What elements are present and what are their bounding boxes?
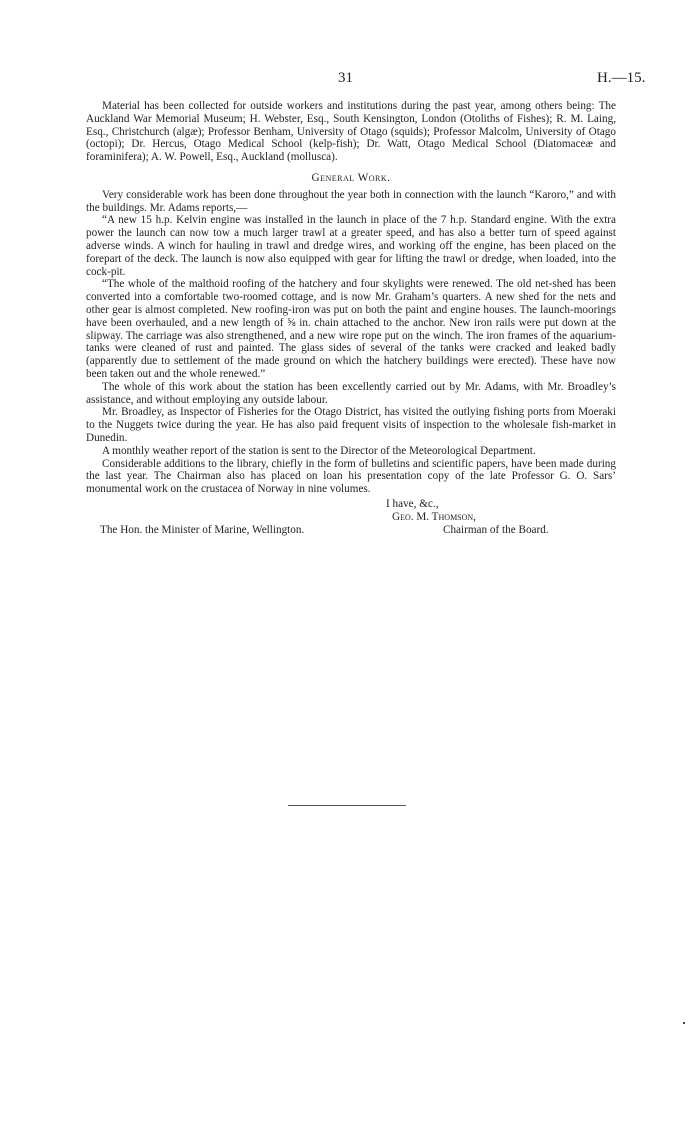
document-reference: H.—15. — [597, 70, 646, 86]
collections-paragraph: Material has been collected for outside workers and institutions during the past year, among others being: The Auckland War Memorial Museum; H. Webster, Esq., South Kensington, London (Otoliths of Fishes); R. M. Laing, Esq., Christchurch (algæ); Professor Benham, University of Otago (squids); Professor Malcolm, University of Otago (octopi); Dr. Hercus, Otago Medical School (kelp-fish); Dr. Watt, Otago Medical School (Diatomaceæ and foraminifera); A. W. Powell, Esq., Auckland (mollusca). — [86, 100, 616, 164]
weather-report-paragraph: A monthly weather report of the station is sent to the Director of the Meteorological Department. — [102, 444, 536, 457]
inspector-paragraph: Mr. Broadley, as Inspector of Fisheries for the Otago District, has visited the outlying fishing ports from Moeraki to the Nuggets twice during the year. He has also paid frequent visits of inspection to the wholesale fish-market in Dunedin. — [86, 406, 616, 444]
library-paragraph: Considerable additions to the library, chiefly in the form of bulletins and scientific papers, have been made during the last year. The Chairman also has placed on loan his presentation copy of the late Professor G. O. Sars’ monumental work on the crustacea of Norway in nine volumes. — [86, 457, 616, 496]
end-rule-divider — [288, 805, 406, 806]
signatory-title: Chairman of the Board. — [443, 523, 549, 536]
general-work-intro-paragraph: Very considerable work has been done throughout the year both in connection with the launch “Karoro,” and with the buildings. Mr. Adams reports,— — [86, 188, 616, 214]
signatory-name: Geo. M. Thomson, — [392, 510, 476, 523]
buildings-paragraph: “The whole of the malthoid roofing of the hatchery and four skylights were renewed. The old net-shed has been converted into a comfortable two-roomed cottage, and is now Mr. Graham’s quarters. A new shed for the nets and other gear is almost completed. New roofing-iron was put on both the paint and engine houses. The launch-moorings have been overhauled, and a new length of ⅝ in. chain attached to the anchor. New iron rails were put down at the slipway. The carriage was also strengthened, and a new wire rope put on the winch. The iron frames of the aquarium-tanks were cleaned of rust and painted. The glass sides of several of the tanks were cracked and leaked badly (apparently due to settlement of the made ground on which the hatchery buildings were erected). These have now been taken out and the whole renewed.” — [86, 278, 616, 380]
page-number: 31 — [338, 70, 353, 86]
report-body — [86, 100, 616, 542]
scan-speck — [683, 1022, 685, 1024]
closing-greeting: I have, &c., — [386, 497, 439, 510]
page-header — [0, 70, 700, 90]
labour-paragraph: The whole of this work about the station has been excellently carried out by Mr. Adams, with Mr. Broadley’s assistance, and without employing any outside labour. — [86, 380, 616, 406]
addressee: The Hon. the Minister of Marine, Wellington. — [100, 523, 305, 536]
section-heading-general-work: General Work. — [311, 171, 391, 184]
launch-engine-paragraph: “A new 15 h.p. Kelvin engine was installed in the launch in place of the 7 h.p. Standard engine. With the extra power the launch can now tow a much larger trawl at a greater speed, and has also a better turn of speed against adverse winds. A winch for hauling in trawl and dredge wires, and working off the engine, has been placed on the forepart of the deck. The launch is now also equipped with gear for lifting the trawl or dredge, when loaded, into the cock-pit. — [86, 214, 616, 278]
letter-closing — [86, 498, 616, 542]
